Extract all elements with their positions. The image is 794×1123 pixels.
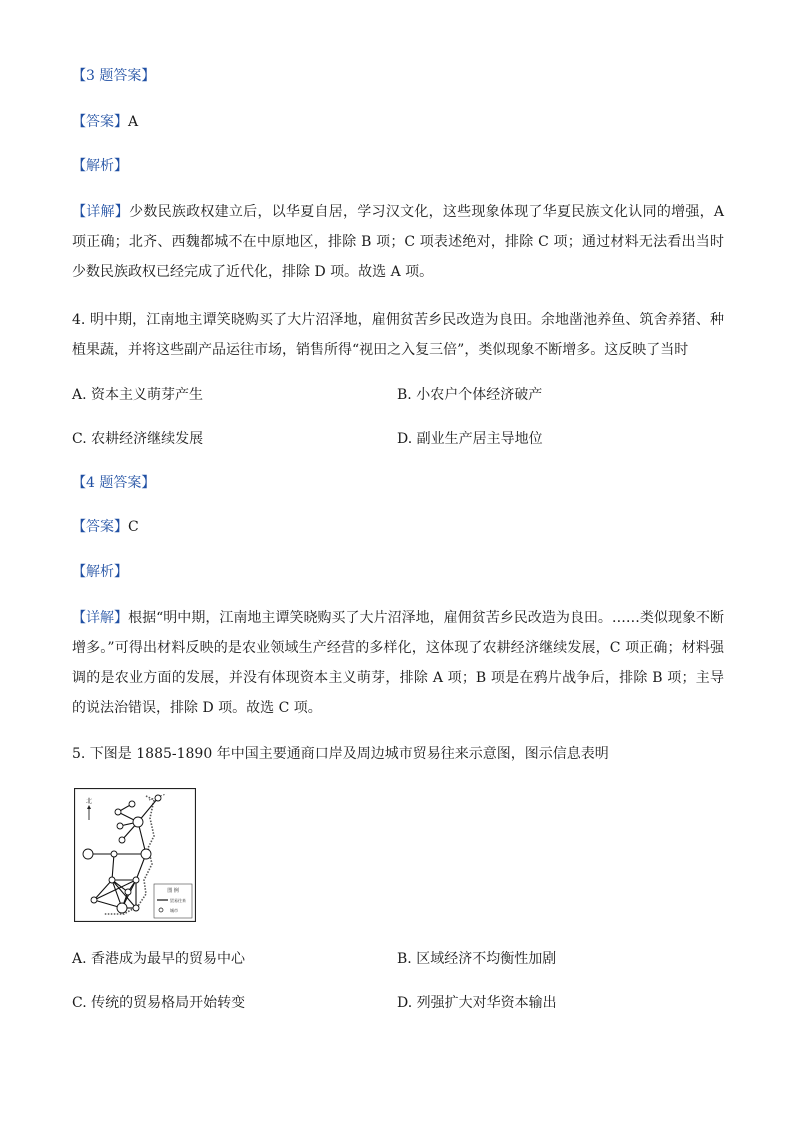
q3-answer-header: 【3 题答案】 [72,68,156,84]
q4-stem: 4. 明中期，江南地主谭笑晓购买了大片沼泽地，雇佣贫苦乡民改造为良田。余地凿池养鱼、筑舍养猪、种植果蔬，并将这些副产品运往市场，销售所得“视田之入复三倍”，类似现象不断增多。这反映了当时 [72,312,724,358]
q4-option-a: A. 资本主义萌芽产生 [72,387,204,403]
answer-value: A [128,114,139,130]
answer-label: 【答案】 [72,519,128,535]
q3-detail [72,197,724,287]
q4-analysis-label: 【解析】 [72,564,128,580]
detail-label: 【详解】 [72,204,130,220]
trade-map [74,788,196,922]
detail-text: 根据“明中期，江南地主谭笑晓购买了大片沼泽地，雇佣贫苦乡民改造为良田。……类似现象不断增多。”可得出材料反映的是农业领域生产经营的多样化，这体现了农耕经济继续发展，C 项正确；材料强调的是农业方面的发展，并没有体现资本主义萌芽，排除 A 项；B 项是在鸦片战争后，排除 B 项；主导的说法治错误，排除 D 项。故选 C 项。 [72,610,725,716]
legend-title: 图 例 [167,888,179,894]
q5-option-d: D. 列强扩大对华资本输出 [397,995,557,1011]
q5-stem: 5. 下图是 1885-1890 年中国主要通商口岸及周边城市贸易往来示意图，图示信息表明 [72,746,609,762]
legend-trade: 贸易往来 [170,898,186,903]
q3-analysis-label: 【解析】 [72,158,128,174]
q4-detail [72,603,724,723]
q5-option-a: A. 香港成为最早的贸易中心 [72,951,246,967]
q5-option-c: C. 传统的贸易格局开始转变 [72,995,246,1011]
q3-answer-line [72,112,138,132]
q4-answer-line [72,517,139,537]
q4-option-d: D. 副业生产居主导地位 [397,431,543,447]
q4-answer-header: 【4 题答案】 [72,475,156,491]
detail-label: 【详解】 [72,610,129,626]
q5-option-b: B. 区域经济不均衡性加剧 [397,951,557,967]
answer-label: 【答案】 [72,114,128,130]
legend-city: 城市 [170,908,178,913]
answer-value: C [128,519,139,535]
q4-option-c: C. 农耕经济继续发展 [72,431,204,447]
q4-option-b: B. 小农户个体经济破产 [397,387,543,403]
trade-map-figure [74,788,196,922]
detail-text: 少数民族政权建立后，以华夏自居，学习汉文化，这些现象体现了华夏民族文化认同的增强，A 项正确；北齐、西魏都城不在中原地区，排除 B 项；C 项表述绝对，排除 C 项；通过材料无法看出当时少数民族政权已经完成了近代化，排除 D 项。故选 A 项。 [72,204,725,280]
north-label: 北 [85,798,93,805]
